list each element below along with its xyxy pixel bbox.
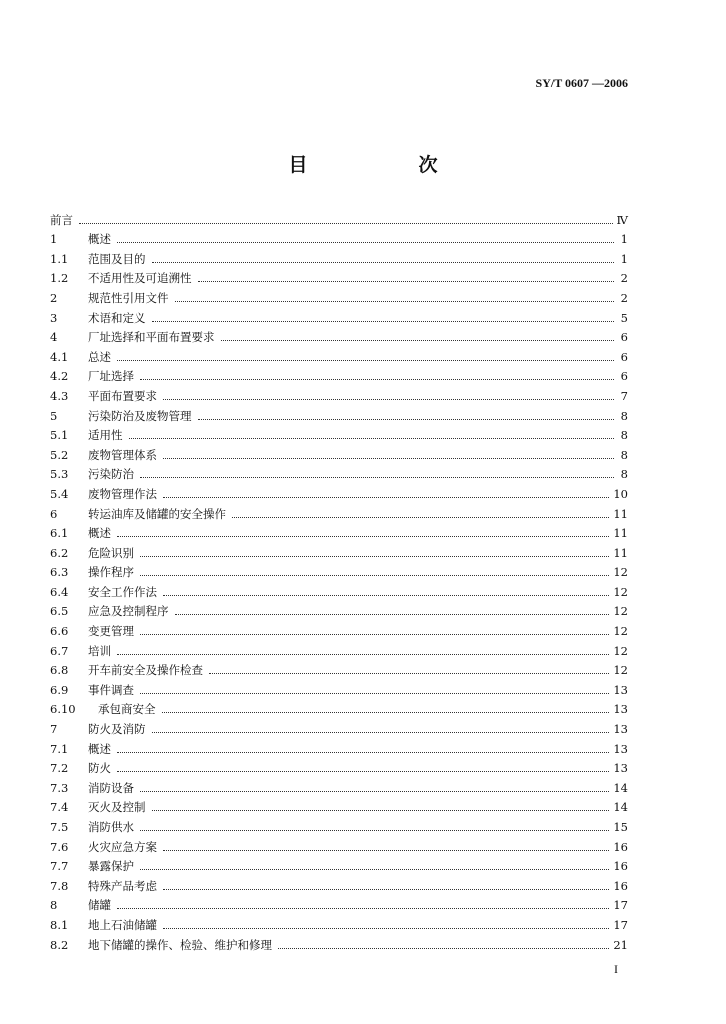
toc-entry: [50, 364, 628, 384]
toc-entry-page: 10: [613, 486, 628, 501]
dot-leader: [152, 320, 615, 322]
toc-entry-page: 8: [620, 447, 628, 462]
toc-entry: [50, 716, 628, 736]
toc-entry-page: 16: [613, 839, 628, 854]
toc-entry-number: 6.4: [50, 584, 69, 599]
toc-entry-number: 8.2: [50, 937, 69, 952]
dot-leader: [175, 613, 610, 615]
toc-entry-title: 灭火及控制: [88, 800, 146, 815]
toc-entry-page: 14: [613, 780, 628, 795]
dot-leader: [163, 457, 614, 459]
toc-entry-title: 污染防治及废物管理: [88, 408, 192, 423]
toc-entry-title: 总述: [88, 349, 111, 364]
dot-leader: [152, 261, 615, 263]
toc-entry: [50, 579, 628, 599]
toc-entry-page: 2: [620, 290, 628, 305]
toc-entry-page: 6: [620, 349, 628, 364]
toc-entry: [50, 814, 628, 834]
toc-entry-page: 17: [613, 898, 628, 913]
dot-leader: [162, 711, 610, 713]
toc-entry-title: 不适用性及可追溯性: [88, 271, 192, 286]
toc-entry-title: 范围及目的: [88, 251, 146, 266]
dot-leader: [129, 437, 615, 439]
toc-entry-number: 5: [50, 408, 58, 423]
toc-entry-page: 13: [613, 702, 628, 717]
toc-entry-title: 污染防治: [88, 467, 134, 482]
toc-entry-title: 概述: [88, 232, 111, 247]
dot-leader: [209, 672, 609, 674]
toc-entry-page: 14: [613, 800, 628, 815]
toc-entry-page: 21: [613, 937, 628, 952]
toc-entry: [50, 560, 628, 580]
toc-entry-number: 6.8: [50, 663, 69, 678]
dot-leader: [140, 790, 609, 792]
standard-code: SY/T 0607 —2006: [535, 76, 628, 90]
dot-leader: [278, 947, 609, 949]
toc-entry-title: 消防供水: [88, 820, 134, 834]
toc-entry: [50, 344, 628, 364]
table-of-contents: [50, 207, 628, 952]
toc-entry: [50, 756, 628, 776]
toc-entry-title: 应急及控制程序: [88, 604, 169, 619]
toc-entry: [50, 677, 628, 697]
toc-entry-number: 3: [50, 310, 58, 325]
toc-entry-page: 16: [613, 859, 628, 874]
toc-entry-number: 7.2: [50, 761, 69, 776]
toc-entry: [50, 932, 628, 952]
toc-entry-number: 5.3: [50, 467, 69, 482]
dot-leader: [140, 633, 609, 635]
dot-leader: [117, 907, 609, 909]
toc-entry-title: 适用性: [88, 428, 123, 443]
toc-entry-title: 厂址选择和平面布置要求: [88, 330, 215, 345]
toc-entry-number: 7.1: [50, 741, 69, 756]
toc-entry: [50, 325, 628, 345]
toc-entry-title: 防火: [88, 761, 111, 776]
toc-entry-number: 8: [50, 898, 58, 913]
toc-entry-title: 储罐: [88, 898, 111, 913]
dot-leader: [117, 359, 614, 361]
toc-entry-page: 12: [613, 604, 628, 619]
dot-leader: [163, 927, 609, 929]
toc-entry-number: 5.1: [50, 428, 69, 443]
toc-entry-number: 6.9: [50, 682, 69, 697]
dot-leader: [140, 829, 609, 831]
toc-entry-number: 4: [50, 330, 58, 345]
toc-entry-number: 8.1: [50, 917, 69, 932]
toc-entry-title: 变更管理: [88, 624, 134, 639]
toc-entry-title: 地下储罐的操作、检验、维护和修理: [88, 937, 272, 952]
toc-entry: [50, 912, 628, 932]
toc-entry: [50, 481, 628, 501]
toc-entry-page: 1: [620, 232, 628, 247]
toc-entry: [50, 521, 628, 541]
toc-entry-title: 承包商安全: [98, 702, 156, 717]
toc-entry-page: 12: [613, 643, 628, 658]
toc-entry: [50, 736, 628, 756]
toc-title: 目 次: [288, 154, 484, 176]
toc-entry-number: 7: [50, 722, 58, 737]
toc-entry-page: 17: [613, 917, 628, 932]
toc-entry-page: 13: [613, 722, 628, 737]
dot-leader: [117, 241, 614, 243]
toc-entry: [50, 403, 628, 423]
dot-leader: [140, 555, 609, 557]
dot-leader: [163, 849, 609, 851]
toc-entry-number: 6.6: [50, 624, 69, 639]
toc-entry-page: 16: [613, 878, 628, 893]
dot-leader: [117, 535, 609, 537]
toc-entry: [50, 775, 628, 795]
toc-entry: [50, 462, 628, 482]
toc-entry-number: 7.3: [50, 780, 69, 795]
footer-page-number: I: [614, 962, 618, 976]
toc-entry-page: 8: [620, 408, 628, 423]
dot-leader: [163, 398, 614, 400]
toc-entry: [50, 834, 628, 854]
toc-entry-number: 5.4: [50, 486, 69, 501]
toc-entry-number: 6.5: [50, 604, 69, 619]
toc-entry-title: 培训: [88, 643, 111, 658]
toc-entry-page: 7: [620, 388, 628, 403]
toc-entry: [50, 795, 628, 815]
toc-entry: [50, 893, 628, 913]
toc-entry-title: 防火及消防: [88, 722, 146, 737]
dot-leader: [163, 496, 609, 498]
toc-entry: [50, 854, 628, 874]
toc-entry: [50, 599, 628, 619]
toc-entry-title: 特殊产品考虑: [88, 878, 157, 893]
toc-entry-title: 废物管理体系: [88, 447, 157, 462]
toc-entry-title: 平面布置要求: [88, 388, 157, 403]
toc-entry-page: 2: [620, 271, 628, 286]
dot-leader: [152, 809, 610, 811]
toc-entry-title: 厂址选择: [88, 369, 134, 384]
toc-entry-page: 5: [620, 310, 628, 325]
toc-entry: [50, 697, 628, 717]
toc-entry: [50, 638, 628, 658]
dot-leader: [117, 770, 609, 772]
dot-leader: [163, 888, 609, 890]
toc-entry-number: 6.3: [50, 565, 69, 580]
toc-entry-number: 6.1: [50, 526, 69, 541]
toc-entry-title: 安全工作作法: [88, 584, 157, 599]
dot-leader: [140, 378, 614, 380]
toc-entry-number: 1.2: [50, 271, 69, 286]
toc-entry-page: 12: [613, 565, 628, 580]
toc-entry-page: 12: [613, 624, 628, 639]
toc-entry-page: 12: [613, 584, 628, 599]
toc-entry-number: 4.2: [50, 369, 69, 384]
toc-entry: [50, 266, 628, 286]
toc-entry-number: 1: [50, 232, 58, 247]
toc-entry-title: 事件调查: [88, 682, 134, 697]
toc-entry-page: 1: [620, 251, 628, 266]
toc-entry-title: 术语和定义: [88, 310, 146, 325]
dot-leader: [117, 653, 609, 655]
toc-entry-page: 12: [613, 663, 628, 678]
toc-entry-page: 8: [620, 428, 628, 443]
dot-leader: [117, 751, 609, 753]
toc-entry-title: 火灾应急方案: [88, 839, 157, 854]
dot-leader: [140, 868, 609, 870]
toc-entry-title: 规范性引用文件: [88, 290, 169, 305]
toc-entry-number: 4.1: [50, 349, 69, 364]
toc-entry-number: 7.4: [50, 800, 69, 815]
dot-leader: [140, 476, 614, 478]
toc-entry-number: 7.6: [50, 839, 69, 854]
toc-entry-number: 6.2: [50, 545, 69, 560]
toc-entry: [50, 618, 628, 638]
dot-leader: [221, 339, 615, 341]
toc-entry-page: 13: [613, 761, 628, 776]
toc-entry: [50, 305, 628, 325]
toc-entry-title: 概述: [88, 526, 111, 541]
toc-entry-number: 7.5: [50, 820, 69, 834]
toc-entry-title: 消防设备: [88, 780, 134, 795]
toc-entry-title: 前言: [50, 212, 73, 227]
toc-entry-number: 6.10: [50, 702, 76, 717]
dot-leader: [232, 516, 609, 518]
toc-entry-number: 1.1: [50, 251, 69, 266]
dot-leader: [198, 280, 615, 282]
toc-entry-title: 废物管理作法: [88, 486, 157, 501]
toc-entry-page: 11: [613, 545, 628, 560]
toc-entry-number: 4.3: [50, 388, 69, 403]
toc-entry-number: 7.7: [50, 859, 69, 874]
toc-entry-title: 操作程序: [88, 565, 134, 580]
dot-leader: [140, 692, 609, 694]
toc-entry: [50, 540, 628, 560]
toc-entry: [50, 246, 628, 266]
toc-entry: [50, 227, 628, 247]
toc-entry-page: 13: [613, 682, 628, 697]
toc-entry-number: 6: [50, 506, 58, 521]
toc-entry: [50, 501, 628, 521]
toc-entry-page: 11: [613, 526, 628, 541]
toc-entry-page: 13: [613, 741, 628, 756]
toc-entry-page: 8: [620, 467, 628, 482]
toc-entry-page: 15: [613, 820, 628, 834]
toc-entry-title: 转运油库及储罐的安全操作: [88, 506, 226, 521]
dot-leader: [140, 574, 609, 576]
toc-entry-number: 2: [50, 290, 58, 305]
toc-entry: [50, 442, 628, 462]
toc-entry: [50, 285, 628, 305]
toc-entry: [50, 207, 628, 227]
toc-entry-page: 6: [620, 369, 628, 384]
toc-entry-number: 6.7: [50, 643, 69, 658]
dot-leader: [198, 418, 615, 420]
dot-leader: [79, 222, 613, 224]
toc-entry-page: 6: [620, 330, 628, 345]
toc-entry-title: 危险识别: [88, 545, 134, 560]
toc-entry-title: 开车前安全及操作检查: [88, 663, 203, 678]
toc-entry-page: 11: [613, 506, 628, 521]
toc-entry: [50, 423, 628, 443]
dot-leader: [152, 731, 610, 733]
toc-entry-title: 暴露保护: [88, 859, 134, 874]
toc-entry: [50, 383, 628, 403]
toc-entry-title: 地上石油储罐: [88, 917, 157, 932]
toc-entry-page: Ⅳ: [616, 212, 628, 227]
dot-leader: [163, 594, 609, 596]
toc-entry-number: 7.8: [50, 878, 69, 893]
toc-entry-number: 5.2: [50, 447, 69, 462]
toc-entry: [50, 873, 628, 893]
toc-entry-title: 概述: [88, 741, 111, 756]
toc-entry: [50, 658, 628, 678]
dot-leader: [175, 300, 615, 302]
